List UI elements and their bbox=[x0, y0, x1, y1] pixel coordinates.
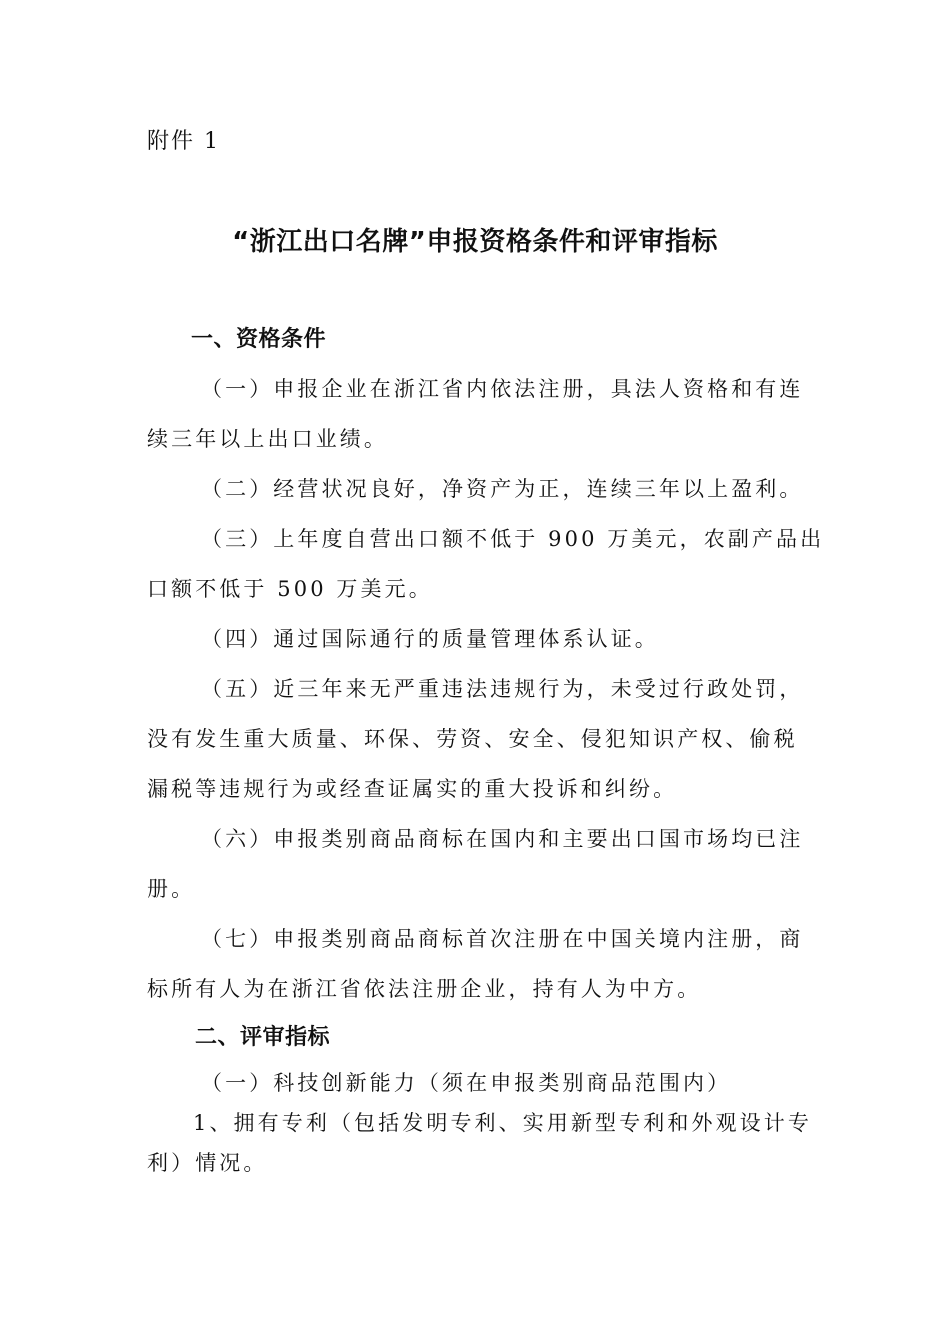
paragraph-line: （四）通过国际通行的质量管理体系认证。 bbox=[201, 627, 659, 651]
paragraph-line: 标所有人为在浙江省依法注册企业，持有人为中方。 bbox=[147, 977, 702, 1001]
paragraph-line: 册。 bbox=[147, 877, 196, 901]
paragraph-line: （二）经营状况良好，净资产为正，连续三年以上盈利。 bbox=[201, 477, 804, 501]
paragraph-line: 利）情况。 bbox=[147, 1151, 268, 1175]
attachment-label: 附件 1 bbox=[147, 129, 220, 154]
paragraph-line: 没有发生重大质量、环保、劳资、安全、侵犯知识产权、偷税 bbox=[147, 727, 798, 751]
paragraph-line: 漏税等违规行为或经查证属实的重大投诉和纠纷。 bbox=[147, 777, 678, 801]
document-title: “浙江出口名牌”申报资格条件和评审指标 bbox=[232, 227, 718, 257]
paragraph-line: （一）申报企业在浙江省内依法注册，具法人资格和有连 bbox=[201, 377, 804, 401]
paragraph-line: （六）申报类别商品商标在国内和主要出口国市场均已注 bbox=[201, 827, 804, 851]
paragraph-line: （七）申报类别商品商标首次注册在中国关境内注册，商 bbox=[201, 927, 804, 951]
paragraph-line: （三）上年度自营出口额不低于 900 万美元，农副产品出 bbox=[201, 527, 825, 551]
paragraph-line: （一）科技创新能力（须在申报类别商品范围内） bbox=[201, 1071, 732, 1095]
section-heading-qualifications: 一、资格条件 bbox=[191, 327, 327, 352]
paragraph-line: （五）近三年来无严重违法违规行为，未受过行政处罚， bbox=[201, 677, 804, 701]
section-heading-evaluation: 二、评审指标 bbox=[195, 1025, 331, 1050]
paragraph-line: 1、拥有专利（包括发明专利、实用新型专利和外观设计专 bbox=[193, 1111, 812, 1135]
paragraph-line: 续三年以上出口业绩。 bbox=[147, 427, 388, 451]
paragraph-line: 口额不低于 500 万美元。 bbox=[147, 577, 433, 601]
